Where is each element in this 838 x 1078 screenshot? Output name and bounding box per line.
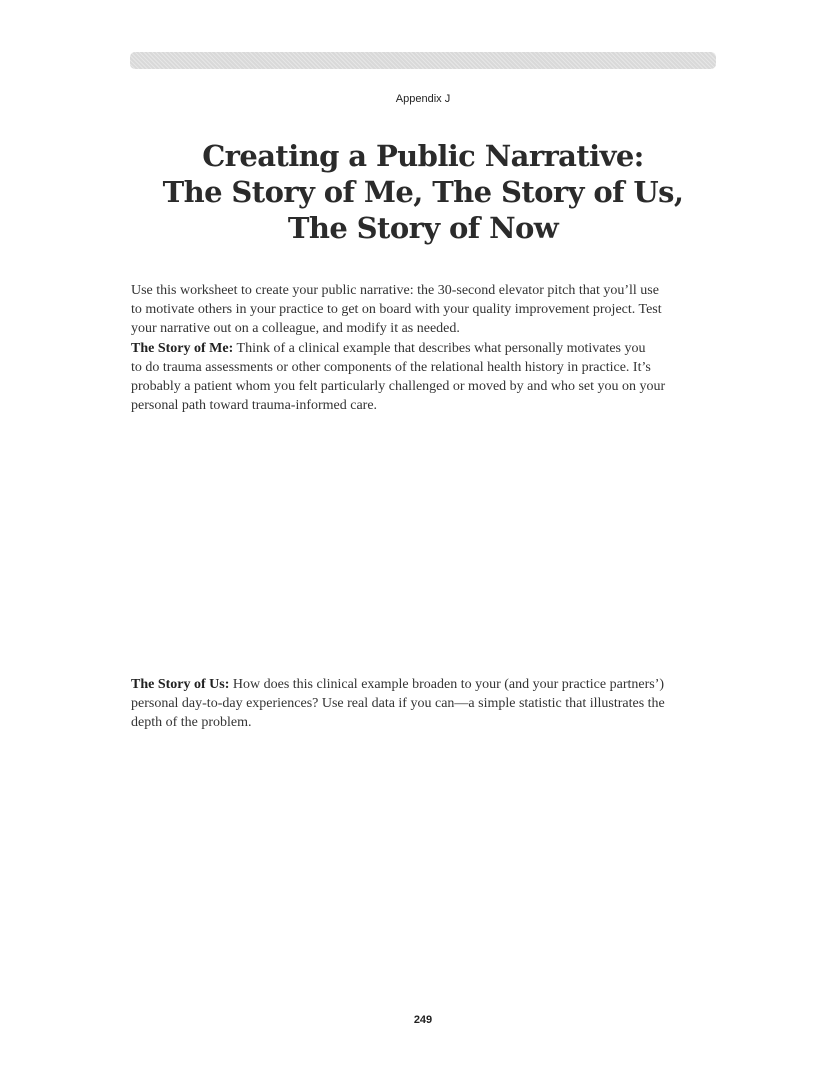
- intro-line: Use this worksheet to create your public narrative: the 30-second elevator pitch that you’ll use: [131, 283, 659, 298]
- story-of-me-heading: The Story of Me:: [131, 341, 234, 356]
- story-of-us-section: [131, 675, 716, 732]
- story-of-me-line: probably a patient whom you felt particularly challenged or moved by and who set you on your: [131, 379, 666, 394]
- intro-line: to motivate others in your practice to get on board with your quality improvement project. Test: [131, 302, 662, 317]
- page-number: 249: [413, 1014, 433, 1026]
- appendix-label: Appendix J: [395, 93, 451, 105]
- header-decorative-bar: [130, 52, 716, 69]
- story-of-us-heading: The Story of Us:: [131, 677, 230, 692]
- title-line-1: Creating a Public Narrative:: [202, 139, 644, 173]
- story-of-us-line: depth of the problem.: [131, 715, 252, 730]
- intro-line: your narrative out on a colleague, and modify it as needed.: [131, 321, 460, 336]
- title-line-3: The Story of Now: [287, 211, 559, 245]
- story-of-us-first-line: [131, 675, 716, 694]
- story-of-us-line: personal day-to-day experiences? Use real data if you can—a simple statistic that illustrates the: [131, 696, 665, 711]
- story-of-me-line: to do trauma assessments or other components of the relational health history in practice. It’s: [131, 360, 651, 375]
- intro-paragraph: [131, 281, 716, 338]
- story-of-me-text: Think of a clinical example that describes what personally motivates you: [233, 341, 646, 356]
- page-title: [130, 138, 716, 246]
- story-of-us-text: How does this clinical example broaden to your (and your practice partners’): [229, 677, 665, 692]
- story-of-me-line: personal path toward trauma-informed care.: [131, 398, 378, 413]
- title-line-2: The Story of Me, The Story of Us,: [162, 175, 684, 209]
- story-of-me-section: [131, 339, 716, 415]
- story-of-me-first-line: [131, 339, 716, 358]
